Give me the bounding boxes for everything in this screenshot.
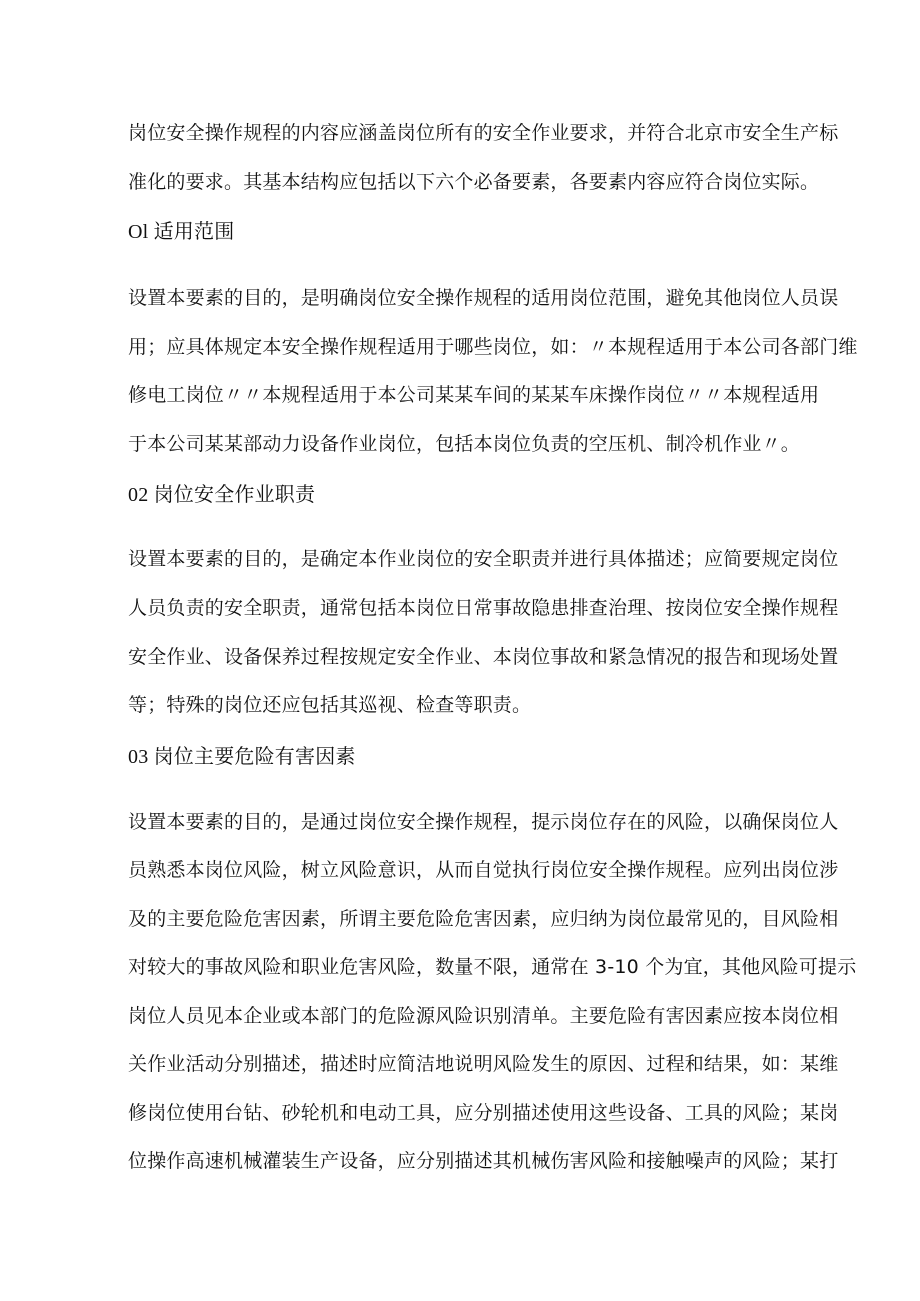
intro-line-2: 准化的要求。其基本结构应包括以下六个必备要素，各要素内容应符合岗位实际。 bbox=[128, 171, 820, 193]
section-03-line: 设置本要素的目的，是通过岗位安全操作规程，提示岗位存在的风险，以确保岗位人 bbox=[128, 811, 839, 833]
section-01-line: 修电工岗位〃〃本规程适用于本公司某某车间的某某车床操作岗位〃〃本规程适用 bbox=[128, 384, 820, 406]
section-01-line: 于本公司某某部动力设备作业岗位，包括本岗位负责的空压机、制冷机作业〃。 bbox=[128, 433, 801, 455]
section-03-line: 员熟悉本岗位风险，树立风险意识，从而自觉执行岗位安全操作规程。应列出岗位涉 bbox=[128, 859, 839, 881]
section-03-line: 岗位人员见本企业或本部门的危险源风险识别清单。主要危险有害因素应按本岗位相 bbox=[128, 1005, 839, 1027]
section-heading-01: Ol 适用范围 bbox=[128, 221, 235, 243]
section-01-line: 用；应具体规定本安全操作规程适用于哪些岗位，如：〃本规程适用于本公司各部门维 bbox=[128, 336, 858, 358]
section-02-line: 安全作业、设备保养过程按规定安全作业、本岗位事故和紧急情况的报告和现场处置 bbox=[128, 646, 839, 668]
section-03-line: 关作业活动分别描述，描述时应简洁地说明风险发生的原因、过程和结果，如：某维 bbox=[128, 1053, 839, 1075]
section-heading-02: 02 岗位安全作业职责 bbox=[128, 484, 316, 506]
section-02-line: 人员负责的安全职责，通常包括本岗位日常事故隐患排查治理、按岗位安全操作规程 bbox=[128, 597, 839, 619]
section-01-line: 设置本要素的目的，是明确岗位安全操作规程的适用岗位范围，避免其他岗位人员误 bbox=[128, 287, 839, 309]
section-03-line: 对较大的事故风险和职业危害风险，数量不限，通常在 3-10 个为宜，其他风险可提示 bbox=[128, 956, 857, 978]
section-03-line: 及的主要危险危害因素，所谓主要危险危害因素，应归纳为岗位最常见的，目风险相 bbox=[128, 908, 839, 930]
section-heading-03: 03 岗位主要危险有害因素 bbox=[128, 746, 356, 768]
section-03-line: 修岗位使用台钻、砂轮机和电动工具，应分别描述使用这些设备、工具的风险；某岗 bbox=[128, 1102, 839, 1124]
intro-line-1: 岗位安全操作规程的内容应涵盖岗位所有的安全作业要求，并符合北京市安全生产标 bbox=[128, 122, 839, 144]
section-03-line: 位操作高速机械灌装生产设备，应分别描述其机械伤害风险和接触噪声的风险；某打 bbox=[128, 1150, 839, 1172]
section-02-line: 设置本要素的目的，是确定本作业岗位的安全职责并进行具体描述；应简要规定岗位 bbox=[128, 548, 839, 570]
section-02-line: 等；特殊的岗位还应包括其巡视、检查等职责。 bbox=[128, 694, 532, 716]
